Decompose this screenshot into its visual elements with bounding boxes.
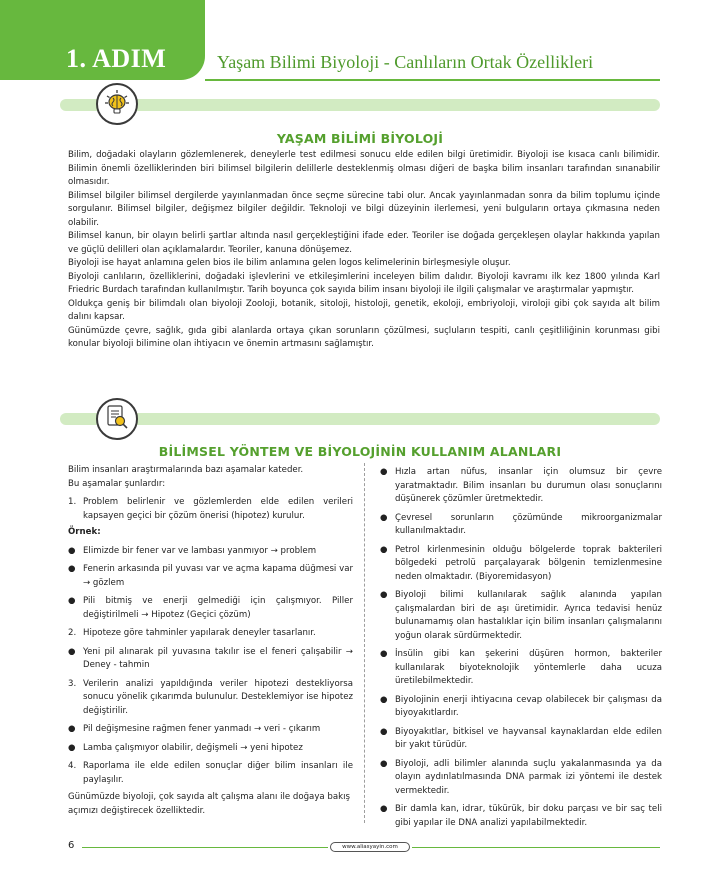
paragraph: Bilimsel bilgiler bilimsel dergilerde yayınlanmadan önce seçme sürecine tabi olur. Ancak yayınlanmadan sonra da bilim toplumu içinde sorgulanır. Bilimsel bilgiler, değişmez bilgiler değildir. Teknoloji ve bilgi düzeyinin ilerlemesi, yeni bulguların ortaya çıkmasına neden olabilir. bbox=[68, 190, 660, 228]
item-number: 2. bbox=[68, 628, 77, 638]
list-item bbox=[380, 758, 662, 799]
left-column bbox=[68, 464, 353, 818]
item-text: Pil değişmesine rağmen fener yanmadı → veri - çıkarım bbox=[83, 724, 321, 734]
item-text: Pili bitmiş ve enerji gelmediği için çalışmıyor. Piller değiştirilmeli → Hipotez (Geçici çözüm) bbox=[83, 596, 353, 620]
list-item bbox=[380, 512, 662, 539]
bullet-icon: ● bbox=[380, 804, 388, 814]
item-text: Hızla artan nüfus, insanlar için olumsuz bir çevre yaratmaktadır. Bilim insanları bu durumun olası sonuçlarını düşünerek çözümler üretmektedir. bbox=[395, 467, 662, 504]
list-item bbox=[380, 589, 662, 643]
list-item bbox=[380, 466, 662, 507]
paragraph: Bilim, doğadaki olayların gözlemlenerek, deneylerle test edilmesi sonucu elde edilen bilgi üretimidir. Biyoloji ise kısaca canlı bilimidir. Bilimin önemli özelliklerinden biri bilimsel bilgilerin delillerle desteklenmiş olması diğeri de başka bilim insanları tarafından sınanabilir olmasıdır. bbox=[68, 150, 660, 187]
footer-url: www.aliasyayin.com bbox=[330, 842, 410, 852]
section-body bbox=[68, 149, 660, 352]
section-bar bbox=[60, 99, 660, 111]
list-item bbox=[380, 694, 662, 721]
item-number: 4. bbox=[68, 761, 77, 771]
bullet-icon: ● bbox=[380, 649, 388, 659]
list-item bbox=[380, 803, 662, 830]
item-text: Biyoloji bilimi kullanılarak sağlık alanında yapılan çalışmalardan biri de aşı üretimidir. Ayrıca tedavisi henüz bulunamamış olan hastalıklar için bilim insanları çalışmalarını yoğun olarak sürdürmektedir. bbox=[395, 590, 662, 641]
item-number: 3. bbox=[68, 678, 77, 689]
list-item bbox=[380, 648, 662, 689]
list-item bbox=[380, 544, 662, 585]
paragraph: Oldukça geniş bir bilimdalı olan biyoloji Zooloji, botanik, sitoloji, histoloji, genetik, ekoloji, embriyoloji, viroloji gibi çok sayıda alt bilim dalını kapsar. bbox=[68, 298, 660, 322]
right-column bbox=[380, 461, 662, 830]
item-text: Lamba çalışmıyor olabilir, değişmeli → yeni hipotez bbox=[83, 742, 303, 753]
bullet-icon: ● bbox=[68, 596, 76, 606]
example-label: Örnek: bbox=[68, 527, 101, 537]
bullet-icon: ● bbox=[380, 758, 388, 769]
numbered-item bbox=[68, 496, 353, 523]
item-text: Biyoyakıtlar, bitkisel ve hayvansal kaynaklardan elde edilen bir yakıt türüdür. bbox=[395, 726, 662, 750]
step-label: 1. ADIM bbox=[66, 44, 167, 73]
item-text: Problem belirlenir ve gözlemlerden elde edilen verileri kapsayen geçici bir çözüm önerisi (hipotez) kurulur. bbox=[83, 497, 353, 521]
item-text: Raporlama ile elde edilen sonuçlar diğer bilim insanları ile paylaşılır. bbox=[83, 761, 353, 785]
page-title: Yaşam Bilimi Biyoloji - Canlıların Ortak Özellikleri bbox=[217, 52, 594, 72]
section-icon-circle bbox=[96, 398, 138, 440]
bullet-icon: ● bbox=[380, 590, 388, 600]
bullet-icon: ● bbox=[380, 467, 388, 477]
item-text: Verilerin analizi yapıldığında veriler hipotezi destekliyorsa sonucu yönelik çıkarımda bulunulur. Desteklemiyor ise hipotez değiştirilir. bbox=[83, 678, 353, 716]
list-item bbox=[68, 563, 353, 590]
intro-text: Bu aşamalar şunlardır: bbox=[68, 478, 166, 489]
item-text: Petrol kirlenmesinin olduğu bölgelerde toprak bakterileri bölgedeki petrolü parçalayarak bölgenin temizlenmesine neden olmaktadır. (Biyoremidasyon) bbox=[395, 544, 662, 582]
item-number: 1. bbox=[68, 497, 77, 507]
bullet-icon: ● bbox=[380, 544, 388, 555]
list-item bbox=[380, 726, 662, 753]
item-text: Elimizde bir fener var ve lambası yanmıyor → problem bbox=[83, 545, 317, 556]
header-divider bbox=[205, 79, 660, 81]
document-search-icon bbox=[103, 403, 131, 435]
section-title: BİLİMSEL YÖNTEM VE BİYOLOJİNİN KULLANIM ALANLARI bbox=[158, 444, 562, 459]
bullet-icon: ● bbox=[380, 512, 388, 523]
page-number: 6 bbox=[68, 840, 75, 851]
list-item bbox=[68, 742, 353, 756]
list-item bbox=[68, 723, 353, 737]
numbered-item bbox=[68, 627, 353, 641]
bullet-icon: ● bbox=[68, 742, 76, 753]
footer-divider bbox=[82, 847, 328, 848]
step-header-tab bbox=[0, 0, 205, 80]
column-divider bbox=[364, 463, 365, 823]
bullet-icon: ● bbox=[68, 545, 76, 556]
item-text: Çevresel sorunların çözümünde mikroorganizmalar kullanılmaktadır. bbox=[395, 512, 662, 536]
footer-divider bbox=[412, 847, 660, 848]
item-text: Fenerin arkasında pil yuvası var ve açma kapama düğmesi var → gözlem bbox=[83, 564, 353, 588]
item-text: Hipoteze göre tahminler yapılarak deneyler tasarlanır. bbox=[83, 628, 316, 638]
bullet-icon: ● bbox=[380, 726, 388, 737]
item-text: İnsülin gibi kan şekerini düşüren hormon, bakteriler kullanılarak biyoteknolojik yöntemlerle daha ucuza üretilebilmektedir. bbox=[395, 649, 662, 686]
item-text: Biyolojinin enerji ihtiyacına cevap olabilecek bir çalışması da biyoyakıtlardır. bbox=[395, 694, 662, 718]
item-text: Bir damla kan, idrar, tükürük, bir doku parçası ve bir saç teli gibi yapılar ile DNA analizi yapılabilmektedir. bbox=[395, 804, 662, 828]
section-icon-circle bbox=[96, 83, 138, 125]
paragraph: Biyoloji ise hayat anlamına gelen bios ile bilim anlamına gelen logos kelimelerinin birleşmesiyle oluşur. bbox=[68, 258, 511, 268]
item-text: Biyoloji, adli bilimler alanında suçlu yakalanmasında ya da olayın aydınlatılmasında DNA parmak izi yöntemi ile destek vermektedir. bbox=[395, 758, 662, 796]
list-item bbox=[68, 545, 353, 559]
list-item bbox=[68, 595, 353, 622]
numbered-item bbox=[68, 760, 353, 787]
numbered-item bbox=[68, 678, 353, 719]
bullet-icon: ● bbox=[68, 564, 76, 574]
paragraph: Bilimsel kanun, bir olayın belirli şartlar altında nasıl gerçekleştiğini ifade eder. Teoriler ise doğada gerçekleşen olaylar hakkında yapılan ve güçlü delilleri olan açıklamalardır. Teoriler, kanuna dönüşemez. bbox=[68, 231, 660, 255]
list-item bbox=[68, 646, 353, 673]
intro-text: Bilim insanları araştırmalarında bazı aşamalar kateder. bbox=[68, 465, 304, 475]
section-title: YAŞAM BİLİMİ BİYOLOJİ bbox=[276, 131, 444, 146]
item-text: Yeni pil alınarak pil yuvasına takılır ise el feneri çalışabilir → Deney - tahmin bbox=[83, 646, 353, 670]
brain-icon bbox=[103, 88, 131, 120]
bullet-icon: ● bbox=[68, 724, 76, 734]
section-bar bbox=[60, 413, 660, 425]
bullet-icon: ● bbox=[68, 646, 76, 657]
closing-text: Günümüzde biyoloji, çok sayıda alt çalışma alanı ile doğaya bakış açımızı değiştirecek özelliktedir. bbox=[68, 792, 350, 816]
bullet-icon: ● bbox=[380, 694, 388, 705]
paragraph: Günümüzde çevre, sağlık, gıda gibi alanlarda ortaya çıkan sorunların çözülmesi, suçluların tespiti, canlı çeşitliliğinin korunması gibi konular biyoloji bilimine olan ihtiyacın ve önemin artmasını sağlamıştır. bbox=[68, 325, 660, 349]
paragraph: Biyoloji canlıların, özelliklerini, doğadaki işlevlerini ve etkileşimlerini inceleyen bilim dalıdır. Biyoloji kavramı ilk kez 1800 yılında Karl Friedric Burdach tarafından kullanılmıştır. Tarih boyunca çok sayıda bilim insanı biyoloji ile ilgili çalışmalar ve araştırmalar yapmıştır. bbox=[68, 271, 660, 295]
